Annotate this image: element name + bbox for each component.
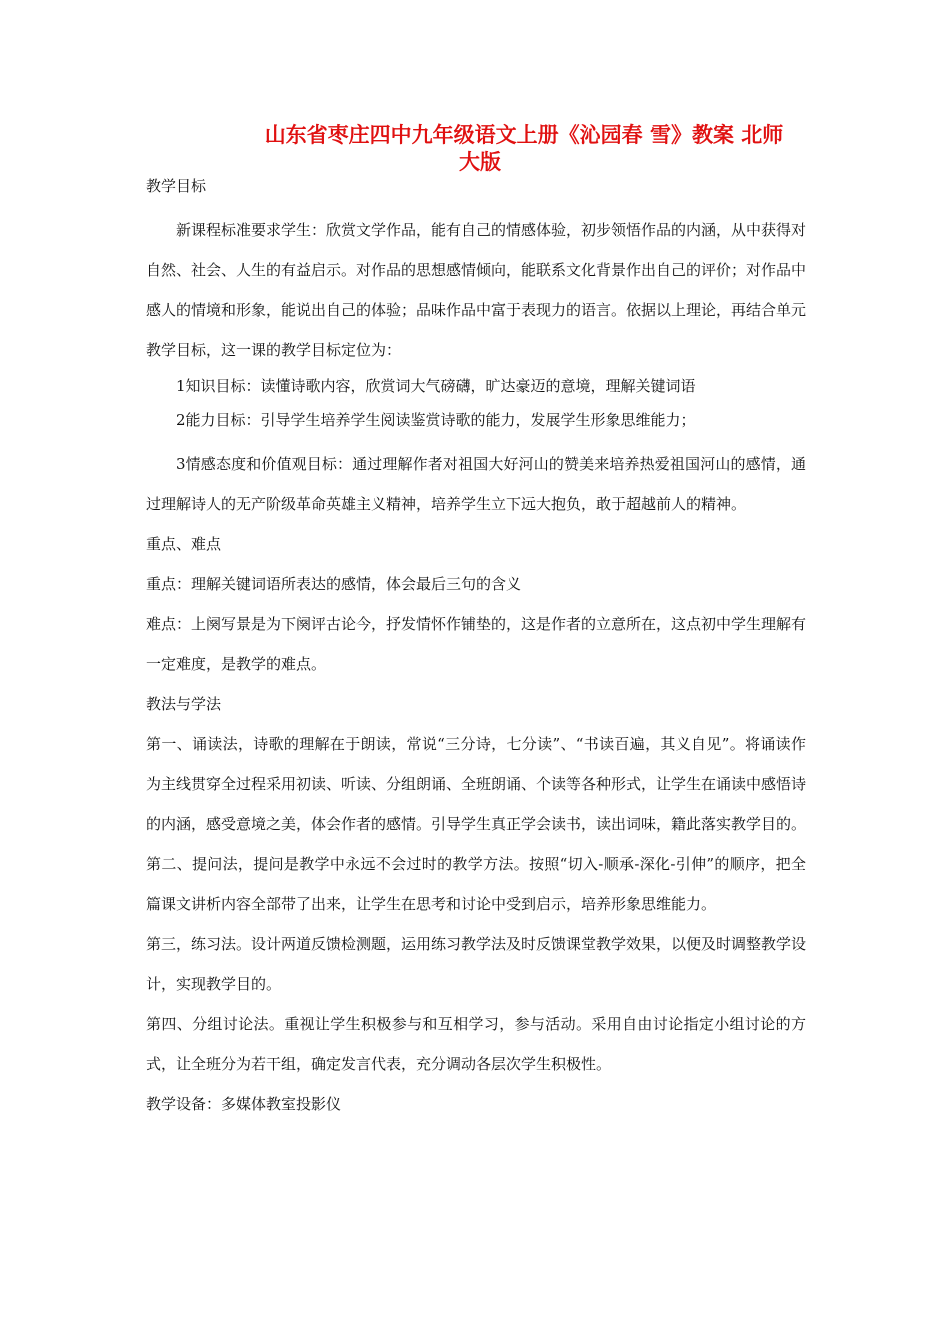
- difficulty-paragraph: 难点：上阕写景是为下阕评古论今，抒发情怀作铺垫的，这是作者的立意所在，这点初中学生理解有一定难度，是教学的难点。: [146, 615, 807, 673]
- method-practice: 第三，练习法。设计两道反馈检测题，运用练习教学法及时反馈课堂教学效果，以便及时调整教学设计，实现教学目的。: [146, 935, 807, 993]
- goals-intro-paragraph: 新课程标准要求学生：欣赏文学作品，能有自己的情感体验，初步领悟作品的内涵，从中获得对自然、社会、人生的有益启示。对作品的思想感情倾向，能联系文化背景作出自己的评价；对作品中感人的情境和形象，能说出自己的体验；品味作品中富于表现力的语言。依据以上理论，再结合单元教学目标，这一课的教学目标定位为：: [146, 221, 807, 359]
- title-line-2: 大版: [459, 150, 501, 174]
- teaching-equipment: 教学设备：多媒体教室投影仪: [146, 1095, 342, 1113]
- method-group-discussion: 第四、分组讨论法。重视让学生积极参与和互相学习，参与活动。采用自由讨论指定小组讨论的方式，让全班分为若干组，确定发言代表，充分调动各层次学生积极性。: [146, 1015, 806, 1073]
- section-heading-key-points: 重点、难点: [146, 535, 222, 553]
- section-heading-methods: 教法与学法: [146, 695, 222, 713]
- section-heading-goals: 教学目标: [146, 177, 207, 195]
- document-body: [146, 176, 806, 1124]
- key-point-paragraph: 重点：理解关键词语所表达的感情，体会最后三句的含义: [146, 575, 522, 593]
- goal-ability: 2能力目标：引导学生培养学生阅读鉴赏诗歌的能力，发展学生形象思维能力；: [176, 411, 696, 429]
- method-reading: 第一、诵读法，诗歌的理解在于朗读，常说“三分诗，七分读”、“书读百遍，其义自见”。将诵读作为主线贯穿全过程采用初读、听读、分组朗诵、全班朗诵、个读等各种形式，让学生在诵读中感悟诗的内涵，感受意境之美，体会作者的感情。引导学生真正学会读书，读出词味，籍此落实教学目的。: [146, 735, 807, 833]
- title-line-1: 山东省枣庄四中九年级语文上册《沁园春 雪》教案 北师: [264, 123, 784, 147]
- goal-knowledge: 1知识目标：读懂诗歌内容，欣赏词大气磅礴，旷达豪迈的意境，理解关键词语: [176, 377, 696, 395]
- method-questioning: 第二、提问法，提问是教学中永远不会过时的教学方法。按照“切入-顺承-深化-引伸”的顺序，把全篇课文讲析内容全部带了出来，让学生在思考和讨论中受到启示，培养形象思维能力。: [146, 855, 806, 913]
- document-title: [150, 122, 810, 176]
- goal-emotion: 3情感态度和价值观目标：通过理解作者对祖国大好河山的赞美来培养热爱祖国河山的感情，通过理解诗人的无产阶级革命英雄主义精神，培养学生立下远大抱负，敢于超越前人的精神。: [146, 455, 806, 513]
